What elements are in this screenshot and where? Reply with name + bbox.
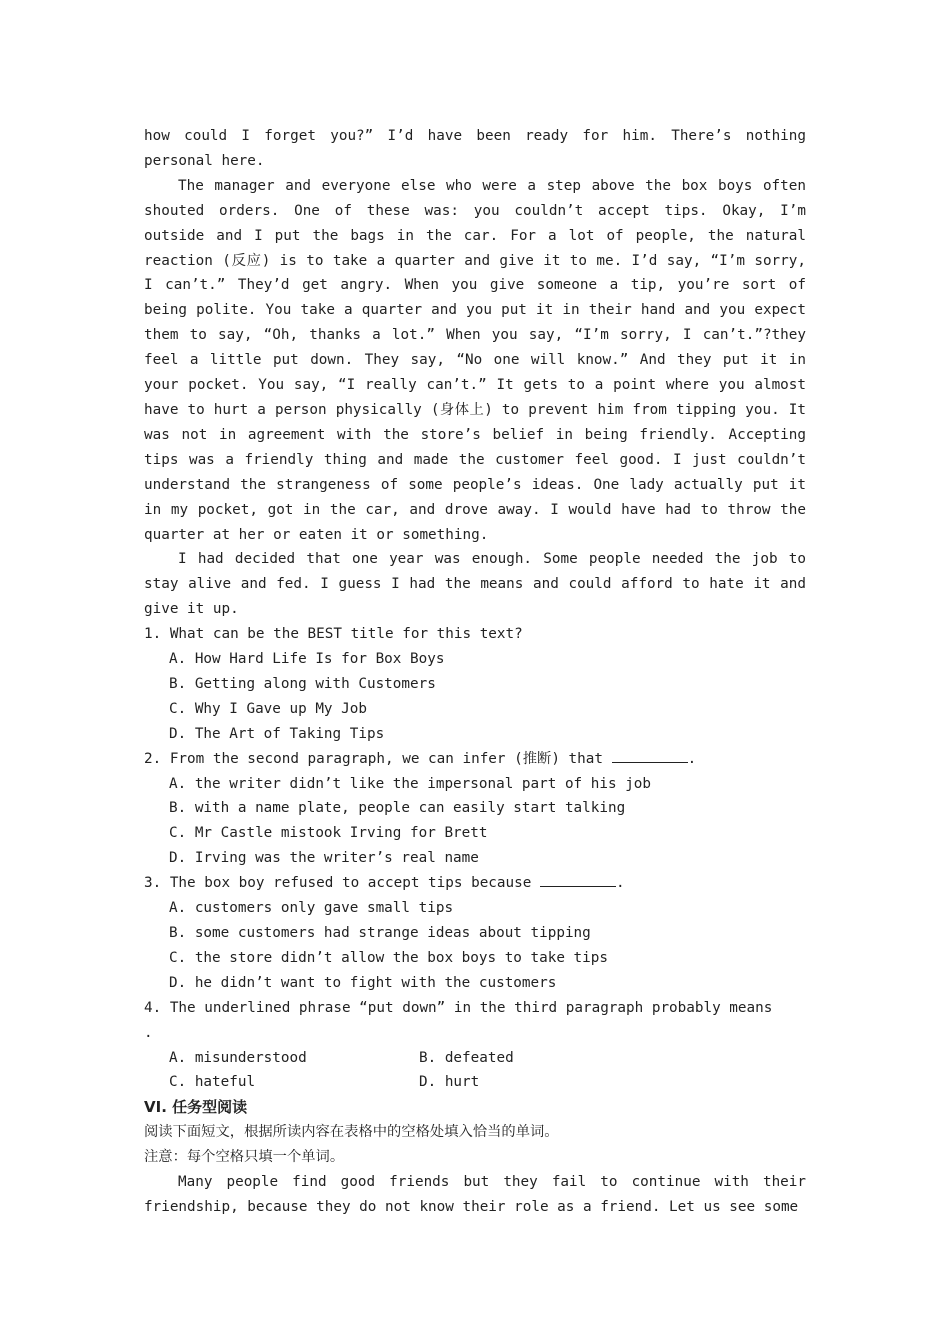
option-b: B. defeated: [419, 1049, 514, 1066]
option-c: C. the store didn’t allow the box boys to take tips: [169, 949, 608, 966]
option-b: B. Getting along with Customers: [169, 675, 436, 692]
question-1: [144, 622, 806, 747]
stem-end: .: [144, 1024, 153, 1041]
answer-blank: [612, 748, 688, 763]
passage-paragraph-2: The manager and everyone else who were a step above the box boys often shouted orders. One of these was: you couldn’t accept tips. Okay, I’m outside and I put the bags in the car. For a lot of people, the natural reaction (反应) is to take a quarter and give it to me. I’d say, “I’m sorry, I can’t.” They’d get angry. When you give someone a tip, you’re sort of being polite. You take a quarter and you put it in their hand and you expect them to say, “Oh, thanks a lot.” When you say, “I’m sorry, I can’t.”?they feel a little put down. They say, “No one will know.” And they put it in your pocket. You say, “I really can’t.” It gets to a point where you almost have to hurt a person physically (身体上) to prevent him from tipping you. It was not in agreement with the store’s belief in being friendly. Accepting tips was a friendly thing and made the customer feel good. I just couldn’t understand the strangeness of some people’s ideas. One lady actually put it in my pocket, got in the car, and drove away. I would have had to throw the quarter at her or eaten it or something.: [144, 177, 806, 543]
option-d: D. The Art of Taking Tips: [169, 725, 385, 742]
document-page: [144, 124, 806, 1220]
option-b: B. with a name plate, people can easily start talking: [169, 800, 626, 817]
question-2: [144, 747, 806, 872]
options-row-2: [144, 1070, 806, 1095]
option-c: C. hateful: [169, 1074, 256, 1091]
section-paragraph: Many people find good friends but they fail to continue with their friendship, because they do not know their role as a friend. Let us see some: [144, 1174, 806, 1215]
question-stem: 4. The underlined phrase “put down” in the third paragraph probably means: [144, 999, 773, 1016]
option-c: C. Mr Castle mistook Irving for Brett: [169, 825, 488, 842]
question-stem: 2. From the second paragraph, we can infer (推断) that: [144, 750, 603, 767]
option-d: D. he didn’t want to fight with the customers: [169, 974, 557, 991]
option-b: B. some customers had strange ideas about tipping: [169, 925, 591, 941]
stem-end: .: [615, 875, 625, 892]
section-instruction: 阅读下面短文，根据所读内容在表格中的空格处填入恰当的单词。: [144, 1124, 559, 1141]
question-4: [144, 996, 806, 1096]
section-title: VI. 任务型阅读: [144, 1098, 248, 1117]
question-stem-line: [144, 871, 806, 896]
passage-paragraph-3: I had decided that one year was enough. Some people needed the job to stay alive and fed. I guess I had the means and could afford to hate it and give it up.: [144, 551, 806, 618]
option-c: C. Why I Gave up My Job: [169, 700, 367, 717]
option-d: D. Irving was the writer’s real name: [169, 850, 479, 867]
passage-paragraph-1: how could I forget you?” I’d have been ready for him. There’s nothing personal here.: [144, 128, 806, 169]
options-row-1: [144, 1046, 806, 1071]
option-d: D. hurt: [419, 1074, 480, 1091]
section-note: 注意：每个空格只填一个单词。: [144, 1149, 345, 1166]
question-3: [144, 871, 806, 996]
option-a: A. misunderstood: [169, 1049, 307, 1066]
option-a: A. customers only gave small tips: [169, 900, 454, 917]
answer-blank: [540, 872, 616, 887]
option-a: A. the writer didn’t like the impersonal part of his job: [169, 775, 652, 792]
stem-end: .: [687, 750, 697, 767]
option-a: A. How Hard Life Is for Box Boys: [169, 651, 445, 668]
question-stem: 3. The box boy refused to accept tips because: [144, 875, 532, 892]
question-stem-line: [144, 747, 806, 772]
question-stem: 1. What can be the BEST title for this text?: [144, 626, 523, 643]
